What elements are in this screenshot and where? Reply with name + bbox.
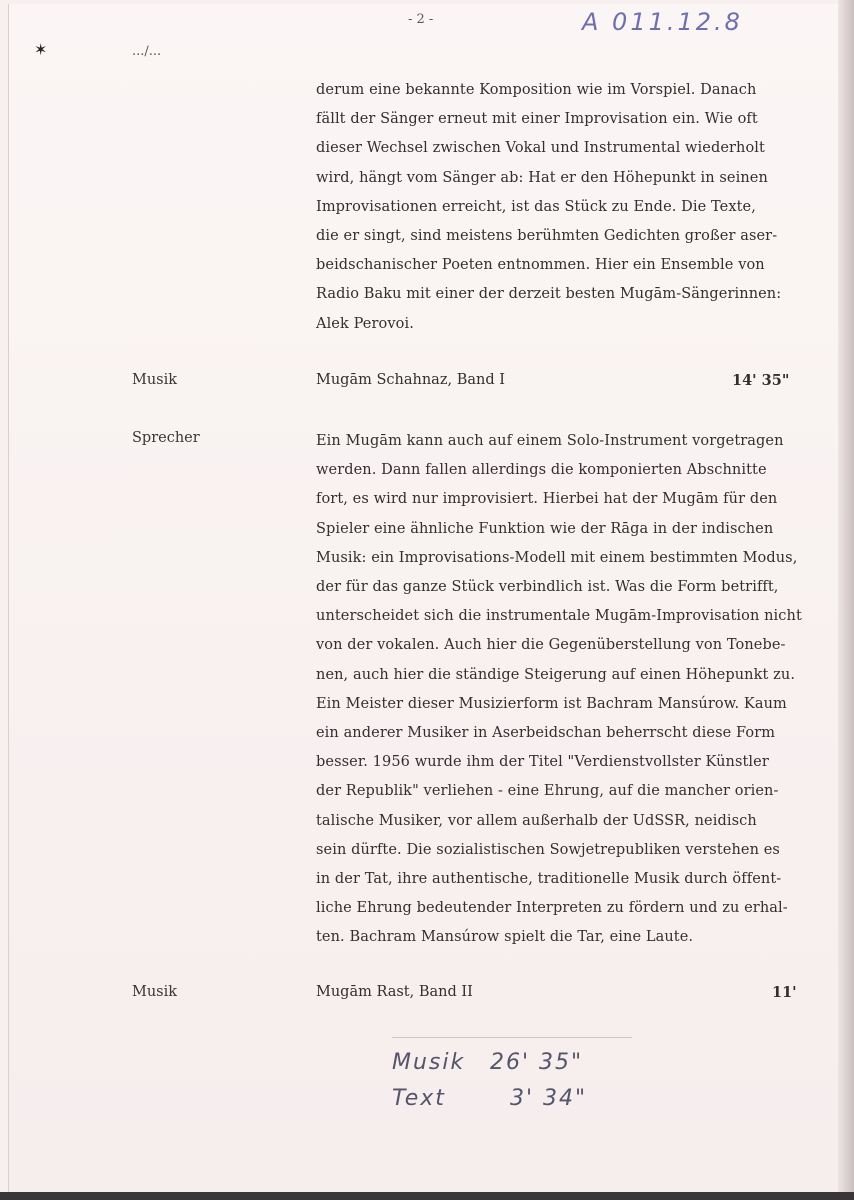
text-line: Ein Meister dieser Musizierform ist Bachram Mansúrow. Kaum	[316, 695, 787, 712]
text-line: Ein Mugām kann auch auf einem Solo-Instrument vorgetragen	[316, 433, 784, 449]
text-line: fort, es wird nur improvisiert. Hierbei hat der Mugām für den	[316, 491, 778, 508]
totals-divider	[392, 1037, 632, 1038]
page-number: - 2 -	[408, 12, 434, 27]
text-line: der Republik" verliehen - eine Ehrung, auf die mancher orien-	[316, 783, 779, 800]
ink-speck-icon: ✶	[34, 40, 48, 59]
text-line: Improvisationen erreicht, ist das Stück zu Ende. Die Texte,	[316, 198, 756, 215]
text-line: unterscheidet sich die instrumentale Mugām-Improvisation nicht	[316, 608, 802, 625]
handwritten-text-label: Text	[392, 1086, 446, 1111]
text-line: dieser Wechsel zwischen Vokal und Instrumental wiederholt	[316, 140, 765, 157]
text-line: derum eine bekannte Komposition wie im Vorspiel. Danach	[316, 82, 757, 98]
scan-edge-bottom	[0, 1192, 854, 1200]
intro-paragraph	[316, 76, 816, 339]
text-line: liche Ehrung bedeutender Interpreten zu fördern und zu erhal-	[316, 900, 788, 917]
text-line: Musik: ein Improvisations-Modell mit einem bestimmten Modus,	[316, 549, 798, 566]
archive-id-handwritten: A 011.12.8	[582, 8, 743, 36]
text-line: die er singt, sind meistens berühmten Gedichten großer aser-	[316, 228, 778, 245]
cue1-title: Mugām Schahnaz, Band I	[316, 372, 505, 388]
text-line: ten. Bachram Mansúrow spielt die Tar, eine Laute.	[316, 929, 694, 946]
cue1-label: Musik	[132, 372, 178, 388]
text-line: in der Tat, ihre authentische, traditionelle Musik durch öffent-	[316, 871, 782, 888]
cue2-title: Mugām Rast, Band II	[316, 984, 473, 1000]
cue1-duration: 14' 35"	[732, 372, 790, 389]
text-line: fällt der Sänger erneut mit einer Improvisation ein. Wie oft	[316, 111, 758, 128]
continuation-mark: .../...	[132, 44, 162, 59]
text-line: sein dürfte. Die sozialistischen Sowjetrepubliken verstehen es	[316, 841, 780, 858]
text-line: Radio Baku mit einer der derzeit besten Mugām-Sängerinnen:	[316, 286, 782, 303]
text-line: Spieler eine ähnliche Funktion wie der Rāga in der indischen	[316, 520, 774, 537]
text-line: der für das ganze Stück verbindlich ist. Was die Form betrifft,	[316, 579, 779, 596]
text-line: besser. 1956 wurde ihm der Titel "Verdienstvollster Künstler	[316, 754, 769, 771]
text-line: wird, hängt vom Sänger ab: Hat er den Höhepunkt in seinen	[316, 169, 768, 186]
text-line: nen, auch hier die ständige Steigerung auf einen Höhepunkt zu.	[316, 666, 796, 683]
text-line: werden. Dann fallen allerdings die komponierten Abschnitte	[316, 462, 767, 479]
handwritten-text-value: 3' 34"	[510, 1086, 588, 1111]
text-line: beidschanischer Poeten entnommen. Hier ein Ensemble von	[316, 257, 765, 274]
text-line: talische Musiker, vor allem außerhalb der UdSSR, neidisch	[316, 812, 757, 829]
scan-edge-right	[838, 0, 854, 1200]
handwritten-musik-label: Musik	[392, 1050, 466, 1075]
text-line: Alek Perovoi.	[316, 315, 414, 332]
cue2-label: Musik	[132, 984, 178, 1000]
text-line: ein anderer Musiker in Aserbeidschan beherrscht diese Form	[316, 725, 776, 742]
handwritten-musik-value: 26' 35"	[490, 1050, 584, 1075]
text-line: von der vokalen. Auch hier die Gegenüberstellung von Tonebe-	[316, 637, 786, 654]
cue2-duration: 11'	[772, 984, 797, 1001]
speaker-paragraph	[316, 427, 816, 953]
speaker-label: Sprecher	[132, 430, 200, 446]
